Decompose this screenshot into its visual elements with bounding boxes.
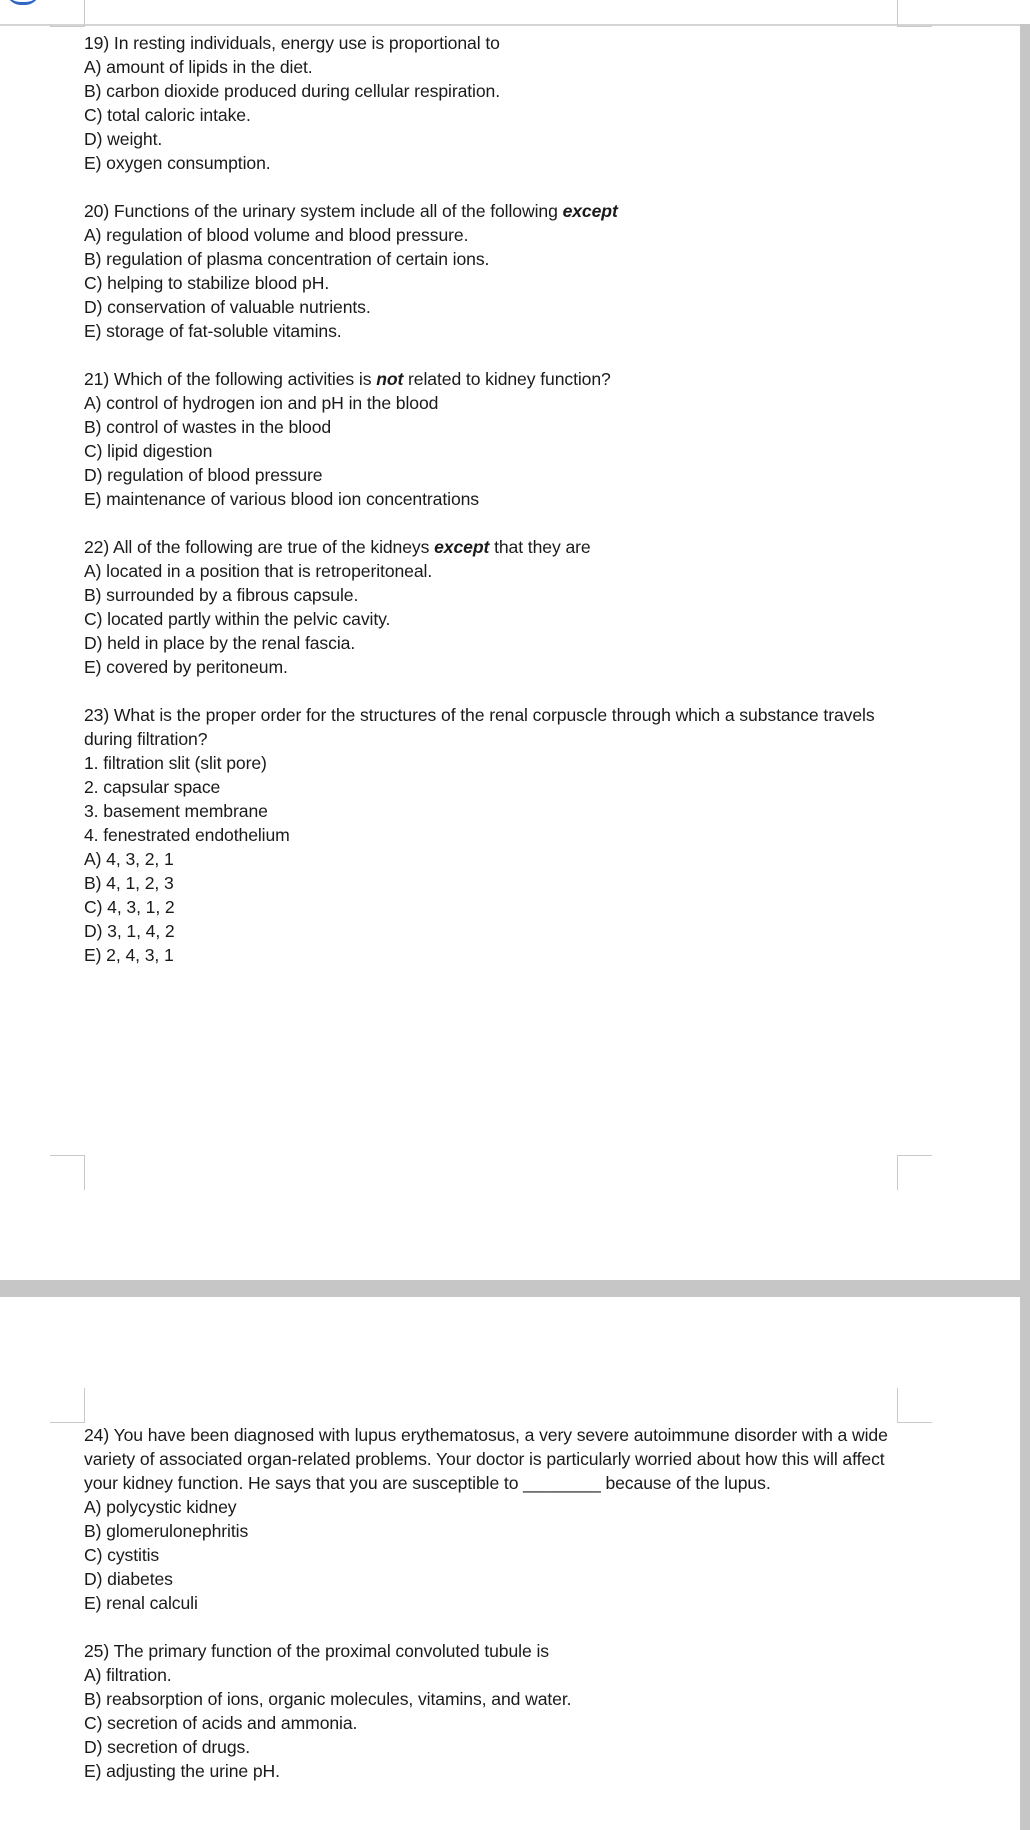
vertical-scrollbar-track[interactable] — [1020, 24, 1030, 1830]
answer-option: D) secretion of drugs. — [84, 1737, 250, 1757]
answer-option: D) held in place by the renal fascia. — [84, 633, 356, 653]
emphasis-text: not — [376, 369, 404, 389]
emphasis-text: except — [562, 201, 618, 221]
crop-mark-top-left-page2 — [50, 1388, 85, 1423]
question-24 — [84, 1423, 904, 1615]
crop-mark-top-right — [897, 0, 932, 27]
question-19 — [84, 31, 904, 175]
answer-option: C) located partly within the pelvic cavity. — [84, 609, 391, 629]
ordered-list-item: 2. capsular space — [84, 777, 221, 797]
answer-option: B) carbon dioxide produced during cellular respiration. — [84, 81, 501, 101]
answer-option: C) lipid digestion — [84, 441, 213, 461]
answer-option: E) oxygen consumption. — [84, 153, 271, 173]
crop-mark-top-left — [50, 0, 85, 27]
answer-option: E) maintenance of various blood ion concentrations — [84, 489, 480, 509]
answer-option: D) 3, 1, 4, 2 — [84, 921, 175, 941]
answer-option: C) total caloric intake. — [84, 105, 251, 125]
ordered-list-item: 3. basement membrane — [84, 801, 268, 821]
answer-option: A) control of hydrogen ion and pH in the blood — [84, 393, 439, 413]
answer-option: A) polycystic kidney — [84, 1497, 237, 1517]
answer-option: E) 2, 4, 3, 1 — [84, 945, 174, 965]
question-stem: 19) In resting individuals, energy use is proportional to — [84, 33, 500, 53]
ordered-list-item: 4. fenestrated endothelium — [84, 825, 290, 845]
answer-option: D) regulation of blood pressure — [84, 465, 323, 485]
answer-option: B) surrounded by a fibrous capsule. — [84, 585, 359, 605]
answer-option: C) 4, 3, 1, 2 — [84, 897, 175, 917]
question-22 — [84, 535, 904, 679]
crop-mark-top-right-page2 — [897, 1388, 932, 1423]
answer-option: B) glomerulonephritis — [84, 1521, 249, 1541]
crop-mark-bottom-right — [897, 1155, 932, 1190]
question-stem: 22) All of the following are true of the kidneys except that they are — [84, 537, 591, 557]
question-21 — [84, 367, 904, 511]
question-stem: 25) The primary function of the proximal convoluted tubule is — [84, 1641, 549, 1661]
ordered-list-item: 1. filtration slit (slit pore) — [84, 753, 267, 773]
answer-option: E) covered by peritoneum. — [84, 657, 288, 677]
page-gap — [0, 1280, 1030, 1297]
answer-option: D) conservation of valuable nutrients. — [84, 297, 371, 317]
answer-option: E) renal calculi — [84, 1593, 198, 1613]
page-top-edge — [0, 24, 1020, 26]
answer-option: E) adjusting the urine pH. — [84, 1761, 280, 1781]
answer-option: D) diabetes — [84, 1569, 173, 1589]
question-stem: 23) What is the proper order for the structures of the renal corpuscle through which a substance travels during filtration? — [84, 705, 875, 749]
answer-option: C) helping to stabilize blood pH. — [84, 273, 330, 293]
answer-option: B) 4, 1, 2, 3 — [84, 873, 174, 893]
crop-mark-bottom-left — [50, 1155, 85, 1190]
question-25 — [84, 1639, 904, 1783]
answer-option: A) amount of lipids in the diet. — [84, 57, 313, 77]
answer-option: A) filtration. — [84, 1665, 172, 1685]
question-stem: 21) Which of the following activities is not related to kidney function? — [84, 369, 611, 389]
emphasis-text: except — [434, 537, 490, 557]
answer-option: A) located in a position that is retroperitoneal. — [84, 561, 433, 581]
question-stem: 24) You have been diagnosed with lupus erythematosus, a very severe autoimmune disorder with a wide variety of associated organ-related problems. Your doctor is particularly worried about how this will affect your kidney function. He says that you are susceptible to ________ because of the lupus. — [84, 1425, 888, 1493]
question-stem: 20) Functions of the urinary system include all of the following except — [84, 201, 618, 221]
answer-option: B) reabsorption of ions, organic molecules, vitamins, and water. — [84, 1689, 572, 1709]
answer-option: B) control of wastes in the blood — [84, 417, 332, 437]
answer-option: C) cystitis — [84, 1545, 160, 1565]
question-23 — [84, 703, 904, 967]
answer-option: A) 4, 3, 2, 1 — [84, 849, 174, 869]
page-1-text — [84, 31, 904, 991]
answer-option: E) storage of fat-soluble vitamins. — [84, 321, 342, 341]
question-20 — [84, 199, 904, 343]
answer-option: A) regulation of blood volume and blood pressure. — [84, 225, 469, 245]
answer-option: D) weight. — [84, 129, 163, 149]
answer-option: B) regulation of plasma concentration of certain ions. — [84, 249, 490, 269]
answer-option: C) secretion of acids and ammonia. — [84, 1713, 358, 1733]
page-2-text — [84, 1423, 904, 1807]
